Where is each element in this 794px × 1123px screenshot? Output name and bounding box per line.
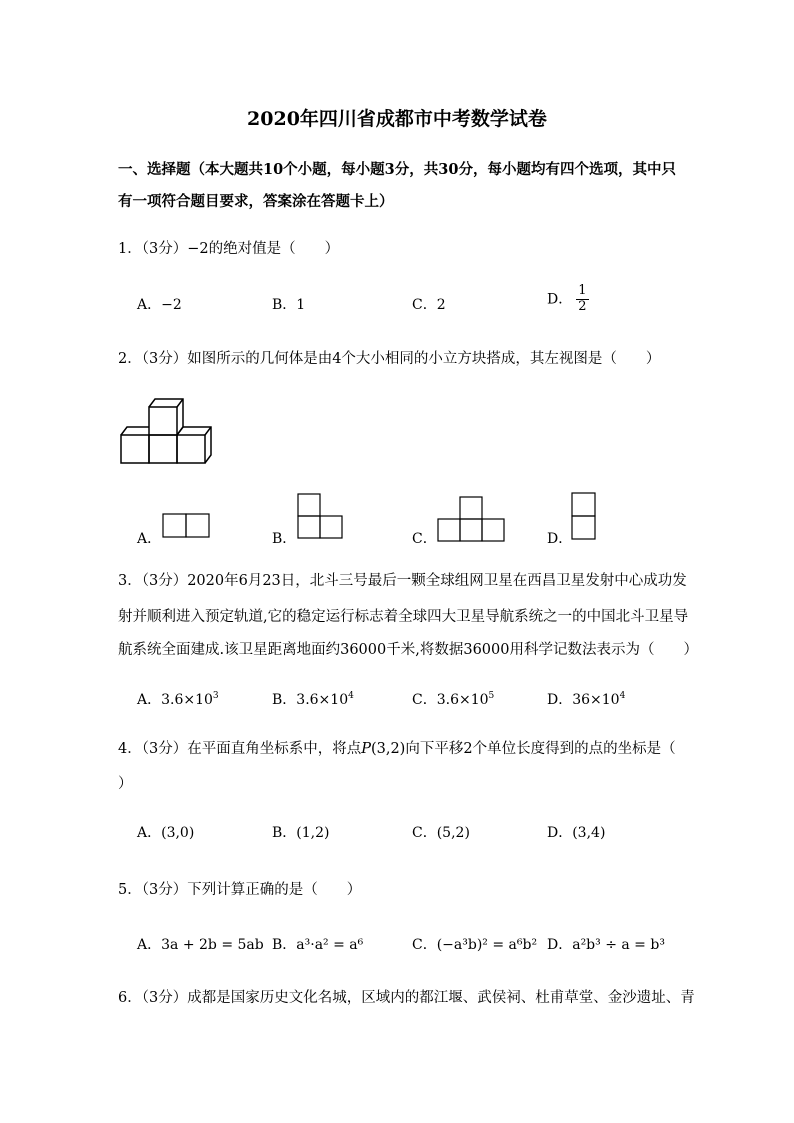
- q4-stem-end: (3,2)向下平移2个单位长度得到的点的坐标是（: [370, 741, 676, 757]
- solid-figure-diagram: [118, 398, 218, 466]
- question-3-line1: 3．（3分）2020年6月23日，北斗三号最后一颗全球组网卫星在西昌卫星发射中心成功发: [118, 573, 687, 589]
- question-3-line2: 射并顺利进入预定轨道,它的稳定运行标志着全球四大卫星导航系统之一的中国北斗卫星导: [118, 609, 689, 625]
- q2-option-d-label: D．: [547, 531, 573, 547]
- q2-option-a-diagram: [162, 513, 210, 539]
- q3-option-b-base: B．3.6×10: [272, 692, 349, 708]
- q3-option-d-base: D．36×10: [547, 692, 620, 708]
- q3-option-d-exponent: 4: [619, 691, 626, 701]
- q3-option-c: [412, 689, 494, 709]
- question-3-line3: 航系统全面建成.该卫星距离地面约36000千米,将数据36000用科学记数法表示为（ ）: [118, 642, 698, 658]
- q1-option-b: B．1: [272, 297, 306, 313]
- q5-option-b: B．a³·a² = a⁶: [272, 937, 364, 953]
- q1-option-c: C．2: [412, 297, 446, 313]
- q1-option-d: [547, 284, 589, 315]
- question-5-stem: 5．（3分）下列计算正确的是（ ）: [118, 882, 362, 898]
- q5-option-d: D．a²b³ ÷ a = b³: [547, 937, 665, 953]
- q3-option-b: [272, 689, 354, 709]
- q3-option-c-exponent: 5: [488, 691, 495, 701]
- fraction-one-half: [576, 284, 588, 315]
- section-heading-line1: 一、选择题（本大题共10个小题，每小题3分，共30分，每小题均有四个选项，其中只: [118, 161, 676, 178]
- question-4-line2: ）: [118, 776, 133, 792]
- q2-option-b-label: B．: [272, 531, 297, 547]
- q2-option-a-label: A．: [137, 531, 162, 547]
- q5-option-a: A．3a + 2b = 5ab: [137, 937, 264, 953]
- q3-option-d: [547, 689, 625, 709]
- q4-option-c: C．(5,2): [412, 825, 470, 841]
- q4-point-label: P: [361, 741, 371, 757]
- question-2-stem: 2．（3分）如图所示的几何体是由4个大小相同的小立方块搭成，其左视图是（ ）: [118, 351, 661, 367]
- q5-option-c: C．(−a³b)² = a⁶b²: [412, 937, 538, 953]
- q3-option-a: [137, 689, 219, 709]
- question-1-stem: 1．（3分）−2的绝对值是（ ）: [118, 241, 340, 257]
- section-heading-line2: 有一项符合题目要求，答案涂在答题卡上）: [118, 193, 394, 210]
- question-6-line1: 6．（3分）成都是国家历史文化名城，区域内的都江堰、武侯祠、杜甫草堂、金沙遗址、青: [118, 990, 695, 1006]
- question-4-line1: [118, 737, 676, 758]
- q3-option-c-base: C．3.6×10: [412, 692, 489, 708]
- q3-option-b-exponent: 4: [348, 691, 354, 701]
- q3-option-a-base: A．3.6×10: [137, 692, 213, 708]
- q1-option-a: A．−2: [137, 297, 182, 313]
- q2-option-c-diagram: [437, 496, 505, 542]
- q3-option-a-exponent: 3: [212, 691, 219, 701]
- q4-option-d: D．(3,4): [547, 825, 606, 841]
- q1-option-d-label: D．: [547, 291, 573, 308]
- q4-stem-start: 4．（3分）在平面直角坐标系中，将点: [118, 741, 362, 757]
- q4-option-a: A．(3,0): [137, 825, 195, 841]
- fraction-numerator: 1: [578, 283, 587, 298]
- q2-option-d-diagram: [571, 492, 597, 540]
- q2-option-b-diagram: [297, 493, 343, 539]
- q4-option-b: B．(1,2): [272, 825, 330, 841]
- fraction-denominator: 2: [578, 298, 587, 314]
- exam-title: 2020年四川省成都市中考数学试卷: [247, 108, 547, 130]
- q2-option-c-label: C．: [412, 531, 437, 547]
